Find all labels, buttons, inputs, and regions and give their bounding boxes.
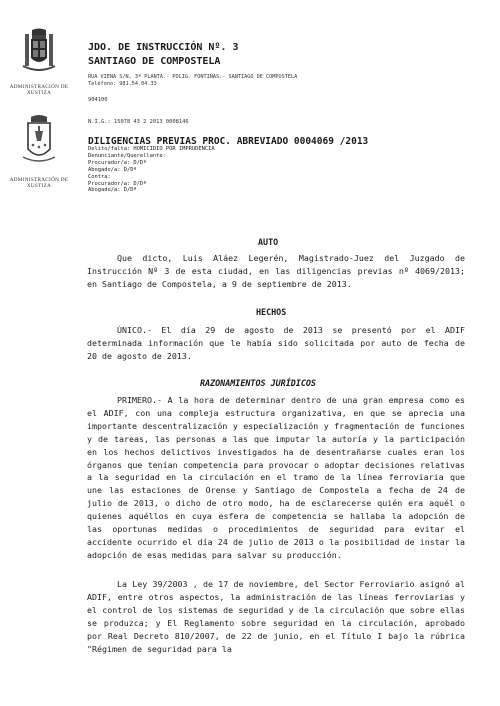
- galicia-seal-icon: [19, 113, 59, 173]
- ley-text: La Ley 39/2003 , de 17 de noviembre, del Sector Ferroviario asignó al ADIF, entre otros aspectos, la administración de las líneas ferroviarias y el control de los sistemas de seguridad y de la circulación que sobre ellas se produzca; y El Reglamento sobre seguridad en la circulación, aprobado por Real Decreto 810/2007, de 22 de junio, en el Título I bajo la rúbrica "Régimen de seguridad para la: [87, 579, 465, 654]
- coat-of-arms-seal-top: [0, 28, 78, 96]
- primero-text: PRIMERO.- A la hora de determinar dentro de una gran empresa como es el ADIF, con una compleja estructura organizativa, en que se aprecia una importante descentralización y especialización y fragmentación de funciones y de tareas, las personas a las que imputar la autoría y la participación en los hechos delictivos investigados ha de desentrañarse cuales eran los órganos que tenían competencia para provocar o adoptar decisiones relativas a la seguridad en la circulación en el tramo de la línea ferroviaria que une las estaciones de Orense y Santiago de Compostela a fecha de 24 de julio de 2013, o dicho de otro modo, ha de esclarecerse quién era aquél o quienes aquéllos en cuya esfera de competencia se hallaba la adopción de las oportunas medidas o procedimientos de seguridad para evitar el accidente ocurrido el día 24 de julio de 2013 o la posibilidad de instar la adopción de esas medidas para salvar su producción.: [87, 395, 465, 560]
- nig-number: N.I.G.: 15078 43 2 2013 0008146: [88, 119, 189, 125]
- case-field: Contra:: [88, 173, 111, 180]
- ley-paragraph: [87, 578, 465, 655]
- case-field: Abogado/a: D/Dª: [88, 166, 137, 173]
- intro-text: Que dicto, Luis Aláez Legerén, Magistrado-Juez del Juzgado de Instrucción Nº 3 de esta ciudad, en las diligencias previas nº 4069/2013; en Santiago de Compostela, a 9 de septiembre de 2013.: [87, 253, 465, 289]
- address-line: RUA VIENA S/N, 3ª PLANTA.- POLIG. FONTIÑAS.- SANTIAGO DE COMPOSTELA: [88, 74, 298, 80]
- case-field: Procurador/a: D/Dª: [88, 159, 147, 166]
- coat-of-arms-seal-bottom: [0, 113, 78, 189]
- intro-paragraph: [87, 252, 465, 291]
- coat-of-arms-icon: [19, 28, 59, 80]
- hechos-paragraph: [87, 324, 465, 363]
- razonamientos-heading: RAZONAMIENTOS JURÍDICOS: [200, 378, 316, 388]
- hechos-unico-text: ÚNICO.- El día 29 de agosto de 2013 se presentó por el ADIF determinada información que le había sido solicitada por auto de fecha de 20 de agosto de 2013.: [87, 325, 465, 361]
- case-field: Delito/falta: HOMICIDIO POR IMPRUDENCIA: [88, 146, 215, 152]
- office-code: 904100: [88, 97, 108, 103]
- case-fields: [88, 146, 215, 194]
- case-field: Denunciante/Querellante:: [88, 152, 166, 159]
- court-city: SANTIAGO DE COMPOSTELA: [88, 56, 221, 67]
- seal-caption-top: ADMINISTRACIÓN DE XUSTIZA: [9, 84, 69, 96]
- seal-caption-bottom: ADMINISTRACIÓN DE XUSTIZA: [9, 177, 69, 189]
- hechos-heading: HECHOS: [256, 307, 287, 317]
- court-name: JDO. DE INSTRUCCIÓN Nº. 3: [88, 42, 239, 53]
- primero-paragraph: [87, 394, 465, 562]
- auto-heading: AUTO: [258, 237, 279, 247]
- case-title: DILIGENCIAS PREVIAS PROC. ABREVIADO 0004069 /2013: [88, 136, 369, 147]
- phone-line: Teléfono: 981.54.04.33: [88, 81, 157, 87]
- case-field: Procurador/a: D/Dª: [88, 180, 147, 187]
- court-address: [88, 74, 297, 88]
- case-field: Abogado/a: D/Dª: [88, 187, 137, 194]
- court-header: [88, 41, 239, 69]
